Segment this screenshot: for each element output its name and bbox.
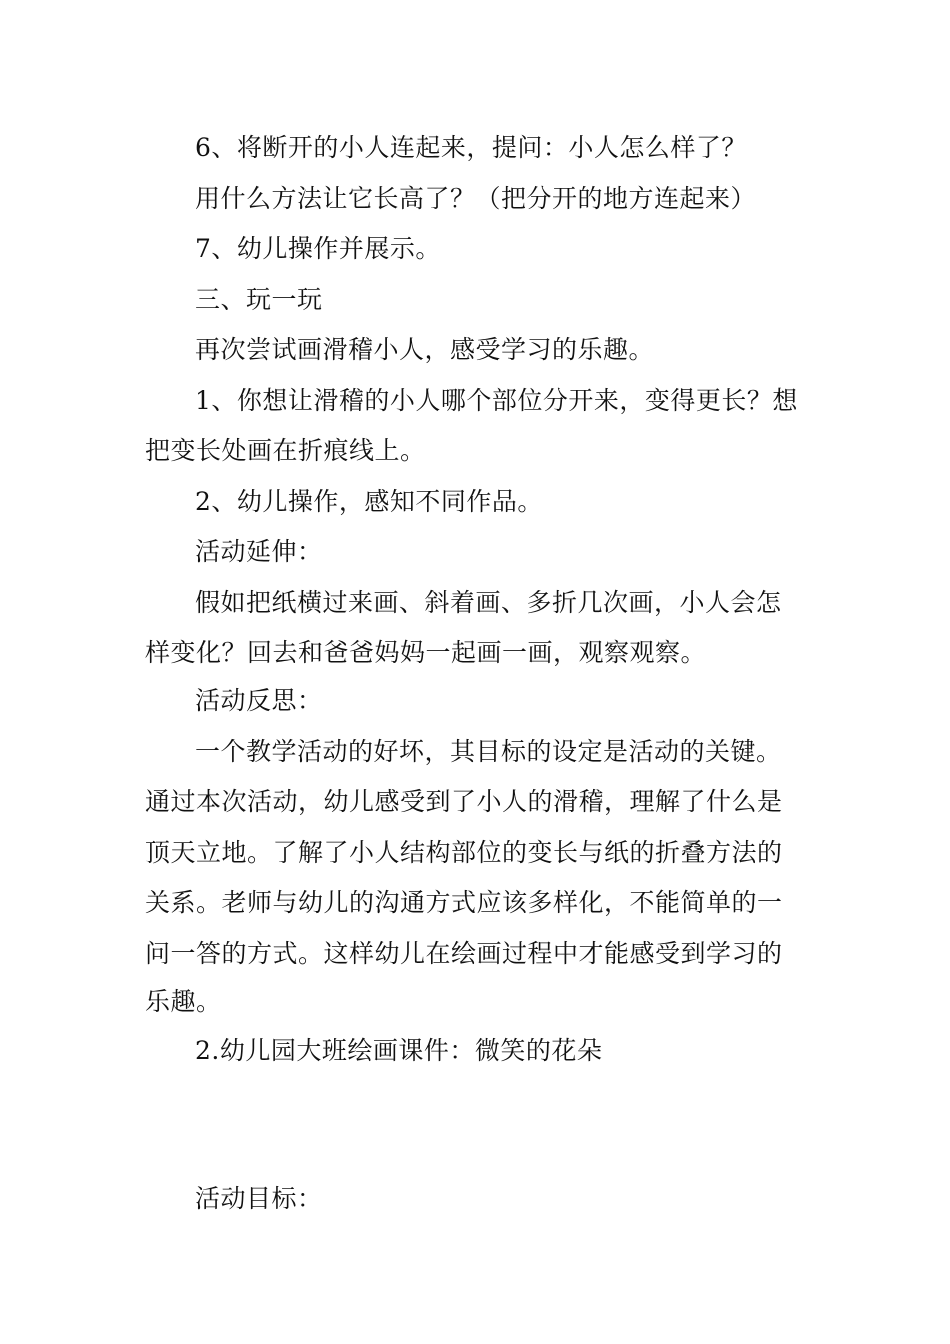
text-line: 2、幼儿操作，感知不同作品。 [195, 487, 543, 516]
text-line: 把变长处画在折痕线上。 [145, 436, 426, 465]
text-line: 样变化？回去和爸爸妈妈一起画一画，观察观察。 [145, 638, 707, 667]
text-line: 1、你想让滑稽的小人哪个部位分开来，变得更长？想 [195, 386, 798, 415]
section-heading: 活动延伸： [195, 537, 323, 566]
text-line: 7、幼儿操作并展示。 [195, 234, 441, 263]
text-line: 乐趣。 [145, 987, 222, 1016]
text-line: 用什么方法让它长高了？（把分开的地方连起来） [195, 184, 757, 213]
section-heading: 活动反思： [195, 686, 323, 715]
text-line: 问一答的方式。这样幼儿在绘画过程中才能感受到学习的 [145, 939, 783, 968]
text-line: 关系。老师与幼儿的沟通方式应该多样化，不能简单的一 [145, 888, 783, 917]
text-line: 一个教学活动的好坏，其目标的设定是活动的关键。 [195, 737, 782, 766]
section-title: 2.幼儿园大班绘画课件：微笑的花朵 [195, 1036, 603, 1065]
section-heading: 活动目标： [195, 1184, 323, 1213]
text-line: 6、将断开的小人连起来，提问：小人怎么样了？ [195, 133, 747, 162]
text-line: 再次尝试画滑稽小人，感受学习的乐趣。 [195, 335, 655, 364]
section-heading: 三、玩一玩 [195, 285, 323, 314]
text-line: 通过本次活动，幼儿感受到了小人的滑稽，理解了什么是 [145, 787, 783, 816]
text-line: 假如把纸横过来画、斜着画、多折几次画，小人会怎 [195, 588, 782, 617]
text-line: 顶天立地。了解了小人结构部位的变长与纸的折叠方法的 [145, 838, 783, 867]
